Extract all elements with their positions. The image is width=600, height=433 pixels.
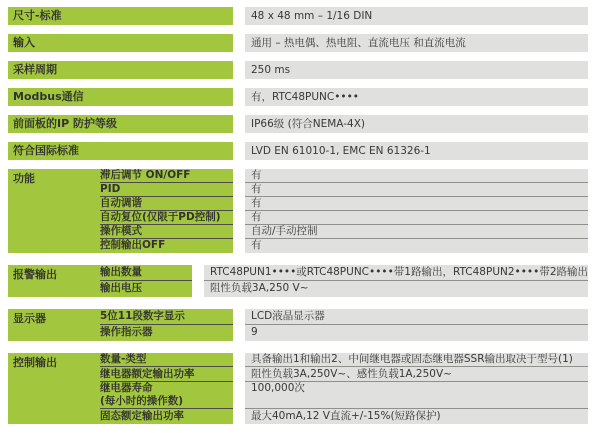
sub-label: 控制输出OFF (100, 239, 166, 251)
section-title: 控制输出 (13, 356, 57, 369)
table-row (8, 34, 588, 52)
spec-label: 输入 (8, 34, 233, 52)
spec-value: 具备输出1和输出2、中间继电器或固态继电器SSR输出取决于型号(1) (245, 353, 588, 367)
sub-label (100, 382, 233, 409)
section-display (8, 309, 588, 341)
spec-value: 有 (245, 197, 588, 211)
spec-value: 最大40mA,12 V直流+/-15%(短路保护) (251, 410, 441, 422)
section-label-block (8, 309, 233, 341)
spec-label: 符合国际标准 (8, 142, 233, 160)
spec-value: 通用 – 热电偶、热电阻、直流电压 和直流电流 (245, 34, 588, 52)
sub-label-line1: 继电器寿命 (100, 382, 153, 394)
sub-label: 自动复位(仅限于PD控制) (100, 211, 233, 225)
spec-value: 有 (245, 183, 588, 197)
table-row (8, 115, 588, 133)
table-row (8, 142, 588, 160)
spec-value: 阻性负载3A,250 V~ (209, 282, 309, 294)
spec-value: LCD液晶显示器 (245, 309, 588, 325)
sub-label: 数量-类型 (100, 353, 233, 367)
spec-value: 9 (251, 326, 258, 338)
section-label-block (8, 353, 233, 424)
section-label-block (8, 265, 192, 297)
spec-value: 有 (251, 239, 262, 251)
section-title: 报警输出 (13, 268, 57, 281)
table-row (8, 7, 588, 25)
sub-label: 继电器额定输出功率 (100, 367, 233, 382)
table-row (8, 88, 588, 106)
spec-value: RTC48PUN1••••或RTC48PUNC••••带1路输出，RTC48PUN2••••带2路输出 (204, 265, 588, 281)
spec-value: 有 (245, 211, 588, 225)
sub-label: 滞后调节 ON/OFF (100, 169, 233, 183)
section-value-block (245, 309, 588, 341)
sub-label: PID (100, 183, 233, 197)
sub-label-column (100, 309, 233, 341)
spec-value: 阻性负载3A,250V~、感性负载1A,250V~ (245, 367, 588, 382)
section-value-block (245, 169, 588, 253)
sub-label: 自动调谐 (100, 197, 233, 211)
spec-value: 自动/手动控制 (245, 225, 588, 239)
spec-value: 有 (245, 169, 588, 183)
sub-label: 操作模式 (100, 225, 233, 239)
section-value-block (245, 353, 588, 424)
sub-label: 操作指示器 (100, 326, 153, 338)
section-value-block (204, 265, 588, 297)
section-title: 显示器 (13, 312, 46, 325)
sub-label-column (100, 265, 192, 297)
section-label-block (8, 169, 233, 253)
spec-value: LVD EN 61010-1, EMC EN 61326-1 (245, 142, 588, 160)
spec-value: 100,000次 (245, 382, 588, 409)
spec-label: 尺寸-标准 (8, 7, 233, 25)
table-row (8, 61, 588, 79)
sub-label: 输出数量 (100, 265, 192, 281)
sub-label-line2: (每小时的操作数) (100, 395, 184, 407)
section-functions (8, 169, 588, 253)
sub-label-column (100, 353, 233, 424)
section-control-output (8, 353, 588, 424)
sub-label: 5位11段数字显示 (100, 309, 233, 325)
section-alarm-output (8, 265, 588, 297)
sub-label: 输出电压 (100, 282, 142, 294)
spec-value: IP66级 (符合NEMA-4X) (245, 115, 588, 133)
spec-label: Modbus通信 (8, 88, 233, 106)
spec-value: 有，RTC48PUNC•••• (245, 88, 588, 106)
sub-label: 固态额定输出功率 (100, 410, 184, 422)
spec-label: 采样周期 (8, 61, 233, 79)
section-title: 功能 (13, 172, 35, 185)
spec-value: 48 x 48 mm – 1/16 DIN (245, 7, 588, 25)
spec-value: 250 ms (245, 61, 588, 79)
spec-label: 前面板的IP 防护等级 (8, 115, 233, 133)
sub-label-column (100, 169, 233, 253)
